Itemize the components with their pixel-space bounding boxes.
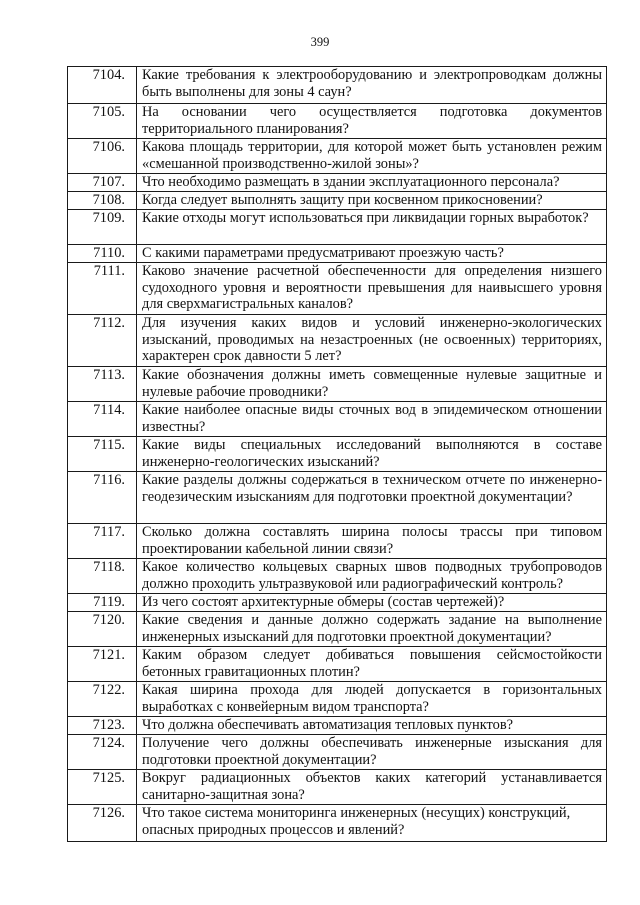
table-row: [68, 192, 607, 210]
question-text: Получение чего должны обеспечивать инженерные изыскания для подготовки проектной документации?: [137, 735, 607, 770]
question-number: 7117.: [68, 524, 137, 559]
table-row: [68, 805, 607, 842]
questions-table: [67, 66, 607, 842]
question-number: 7118.: [68, 559, 137, 594]
question-text: Какие обозначения должны иметь совмещенные нулевые защитные и нулевые рабочие проводники?: [137, 367, 607, 402]
question-number: 7104.: [68, 67, 137, 104]
question-number: 7121.: [68, 647, 137, 682]
table-row: [68, 472, 607, 524]
question-text: С какими параметрами предусматривают проезжую часть?: [137, 245, 607, 263]
page-number: 399: [310, 35, 330, 49]
table-row: [68, 104, 607, 139]
question-text: На основании чего осуществляется подготовка документов территориального планирования?: [137, 104, 607, 139]
table-row: [68, 367, 607, 402]
question-text: Что такое система мониторинга инженерных (несущих) конструкций, опасных природных процессов и явлений?: [137, 805, 607, 842]
question-text: Какие требования к электрооборудованию и электропроводкам должны быть выполнены для зоны 4 саун?: [137, 67, 607, 104]
question-number: 7106.: [68, 139, 137, 174]
table-row: [68, 717, 607, 735]
table-row: [68, 735, 607, 770]
table-row: [68, 139, 607, 174]
table-row: [68, 559, 607, 594]
table-row: [68, 770, 607, 805]
question-text: Какие виды специальных исследований выполняются в составе инженерно-геологических изысканий?: [137, 437, 607, 472]
question-number: 7114.: [68, 402, 137, 437]
question-number: 7123.: [68, 717, 137, 735]
question-text: Какие наиболее опасные виды сточных вод в эпидемическом отношении известны?: [137, 402, 607, 437]
question-text: Когда следует выполнять защиту при косвенном прикосновении?: [137, 192, 607, 210]
question-text: Для изучения каких видов и условий инженерно-экологических изысканий, проводимых на незастроенных (не освоенных) территориях, характерен срок давности 5 лет?: [137, 315, 607, 367]
table-row: [68, 263, 607, 315]
question-text: Какая ширина прохода для людей допускается в горизонтальных выработках с конвейерным видом транспорта?: [137, 682, 607, 717]
question-number: 7113.: [68, 367, 137, 402]
question-number: 7116.: [68, 472, 137, 524]
question-number: 7122.: [68, 682, 137, 717]
question-number: 7107.: [68, 174, 137, 192]
question-text: Сколько должна составлять ширина полосы трассы при типовом проектировании кабельной линии связи?: [137, 524, 607, 559]
table-row: [68, 210, 607, 245]
question-number: 7126.: [68, 805, 137, 842]
table-row: [68, 612, 607, 647]
question-text: Какое количество кольцевых сварных швов подводных трубопроводов должно проходить ультразвуковой или радиографический контроль?: [137, 559, 607, 594]
question-text: Из чего состоят архитектурные обмеры (состав чертежей)?: [137, 594, 607, 612]
question-number: 7124.: [68, 735, 137, 770]
question-number: 7108.: [68, 192, 137, 210]
question-number: 7115.: [68, 437, 137, 472]
table-row: [68, 315, 607, 367]
question-number: 7119.: [68, 594, 137, 612]
table-row: [68, 245, 607, 263]
question-text: Каким образом следует добиваться повышения сейсмостойкости бетонных гравитационных плотин?: [137, 647, 607, 682]
question-number: 7125.: [68, 770, 137, 805]
table-row: [68, 437, 607, 472]
question-number: 7111.: [68, 263, 137, 315]
question-text: Какова площадь территории, для которой может быть установлен режим «смешанной производственно-жилой зоны»?: [137, 139, 607, 174]
question-number: 7110.: [68, 245, 137, 263]
question-number: 7105.: [68, 104, 137, 139]
question-text: Что должна обеспечивать автоматизация тепловых пунктов?: [137, 717, 607, 735]
table-row: [68, 524, 607, 559]
question-number: 7120.: [68, 612, 137, 647]
table-row: [68, 594, 607, 612]
question-number: 7109.: [68, 210, 137, 245]
question-text: Какие отходы могут использоваться при ликвидации горных выработок?: [137, 210, 607, 245]
question-text: Какие разделы должны содержаться в техническом отчете по инженерно-геодезическим изысканиям для подготовки проектной документации?: [137, 472, 607, 524]
table-row: [68, 647, 607, 682]
question-text: Каково значение расчетной обеспеченности для определения низшего судоходного уровня и вероятности превышения для наивысшего уровня для сверхмагистральных каналов?: [137, 263, 607, 315]
table-row: [68, 67, 607, 104]
table-row: [68, 174, 607, 192]
question-number: 7112.: [68, 315, 137, 367]
question-text: Какие сведения и данные должно содержать задание на выполнение инженерных изысканий для подготовки проектной документации?: [137, 612, 607, 647]
table-row: [68, 402, 607, 437]
table-row: [68, 682, 607, 717]
question-text: Вокруг радиационных объектов каких категорий устанавливается санитарно-защитная зона?: [137, 770, 607, 805]
question-text: Что необходимо размещать в здании эксплуатационного персонала?: [137, 174, 607, 192]
